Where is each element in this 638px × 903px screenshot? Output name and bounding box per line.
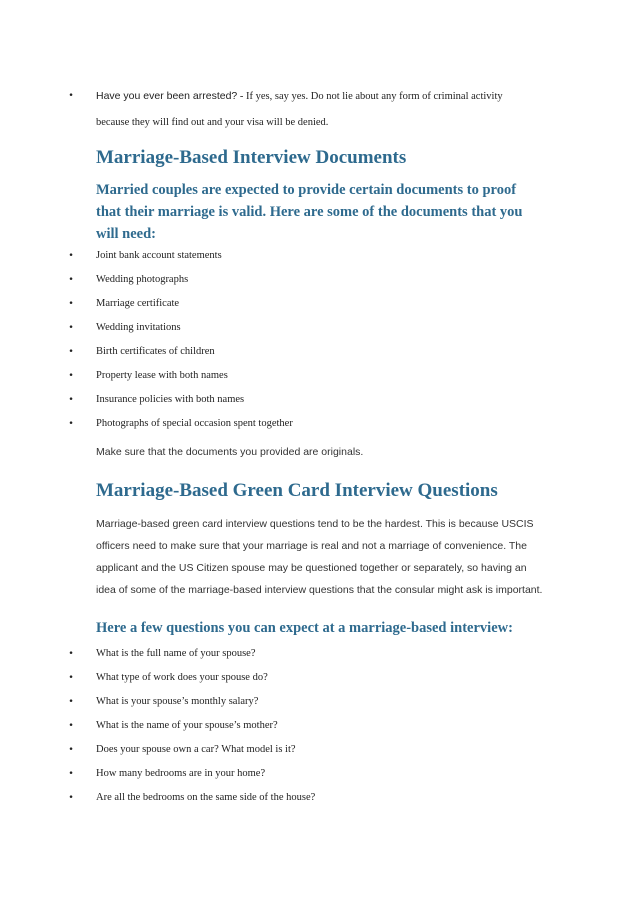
documents-subheading: Married couples are expected to provide certain documents to proof that their marriage is valid. Here are some of the documents that you will need: [96, 182, 523, 242]
arrest-question-text: - If yes, say yes. Do not lie about any form of criminal activity [237, 91, 503, 102]
arrest-question-text-cont: because they will find out and your visa will be denied. [96, 117, 329, 128]
bullet-icon: • [68, 745, 74, 755]
bullet-icon: • [68, 721, 74, 731]
document-item [0, 416, 560, 440]
document-item-label: Photographs of special occasion spent together [96, 418, 293, 429]
document-item-label: Insurance policies with both names [96, 394, 245, 405]
question-item [0, 646, 560, 670]
originals-note: Make sure that the documents you provided are originals. [96, 446, 364, 458]
bullet-icon: • [68, 347, 74, 357]
bullet-icon: • [68, 649, 74, 659]
document-item [0, 272, 560, 296]
bullet-icon: • [68, 251, 74, 261]
question-item-label: What type of work does your spouse do? [96, 672, 268, 683]
document-item [0, 248, 560, 272]
document-item [0, 344, 560, 368]
bullet-icon: • [68, 275, 74, 285]
documents-heading: Marriage-Based Interview Documents [96, 147, 407, 168]
bullet-icon: • [68, 419, 74, 429]
document-item [0, 296, 560, 320]
bullet-icon: • [68, 769, 74, 779]
question-item-label: What is the full name of your spouse? [96, 648, 256, 659]
document-item-label: Wedding photographs [96, 274, 189, 285]
question-item [0, 790, 560, 814]
document-item [0, 320, 560, 344]
arrest-question-item [0, 88, 638, 131]
question-item [0, 694, 560, 718]
bullet-icon: • [68, 395, 74, 405]
document-item-label: Marriage certificate [96, 298, 180, 309]
arrest-question-lead: Have you ever been arrested? [96, 90, 238, 102]
question-item-label: Are all the bedrooms on the same side of the house? [96, 792, 316, 803]
document-item [0, 368, 560, 392]
documents-list [0, 248, 560, 440]
questions-paragraph: Marriage-based green card interview questions tend to be the hardest. This is because USCIS officers need to make sure that your marriage is real and not a marriage of convenience. The applicant and the US Citizen spouse may be questioned together or separately, so having an idea of some of the marriage-based interview questions that the consular might ask is important. [96, 518, 543, 596]
document-item-label: Joint bank account statements [96, 250, 222, 261]
questions-list [0, 646, 560, 814]
question-item [0, 670, 560, 694]
question-item-label: Does your spouse own a car? What model is it? [96, 744, 296, 755]
question-item [0, 718, 560, 742]
document-item-label: Wedding invitations [96, 322, 181, 333]
question-item-label: What is your spouse’s monthly salary? [96, 696, 259, 707]
questions-subheading: Here a few questions you can expect at a marriage-based interview: [96, 620, 513, 636]
bullet-icon: • [68, 371, 74, 381]
bullet-icon: • [68, 323, 74, 333]
question-item-label: What is the name of your spouse’s mother? [96, 720, 278, 731]
document-item-label: Property lease with both names [96, 370, 228, 381]
question-item-label: How many bedrooms are in your home? [96, 768, 266, 779]
bullet-icon: • [68, 91, 74, 101]
question-item [0, 742, 560, 766]
bullet-icon: • [68, 793, 74, 803]
bullet-icon: • [68, 299, 74, 309]
document-item-label: Birth certificates of children [96, 346, 215, 357]
question-item [0, 766, 560, 790]
document-item [0, 392, 560, 416]
bullet-icon: • [68, 697, 74, 707]
bullet-icon: • [68, 673, 74, 683]
questions-heading: Marriage-Based Green Card Interview Questions [96, 480, 498, 501]
